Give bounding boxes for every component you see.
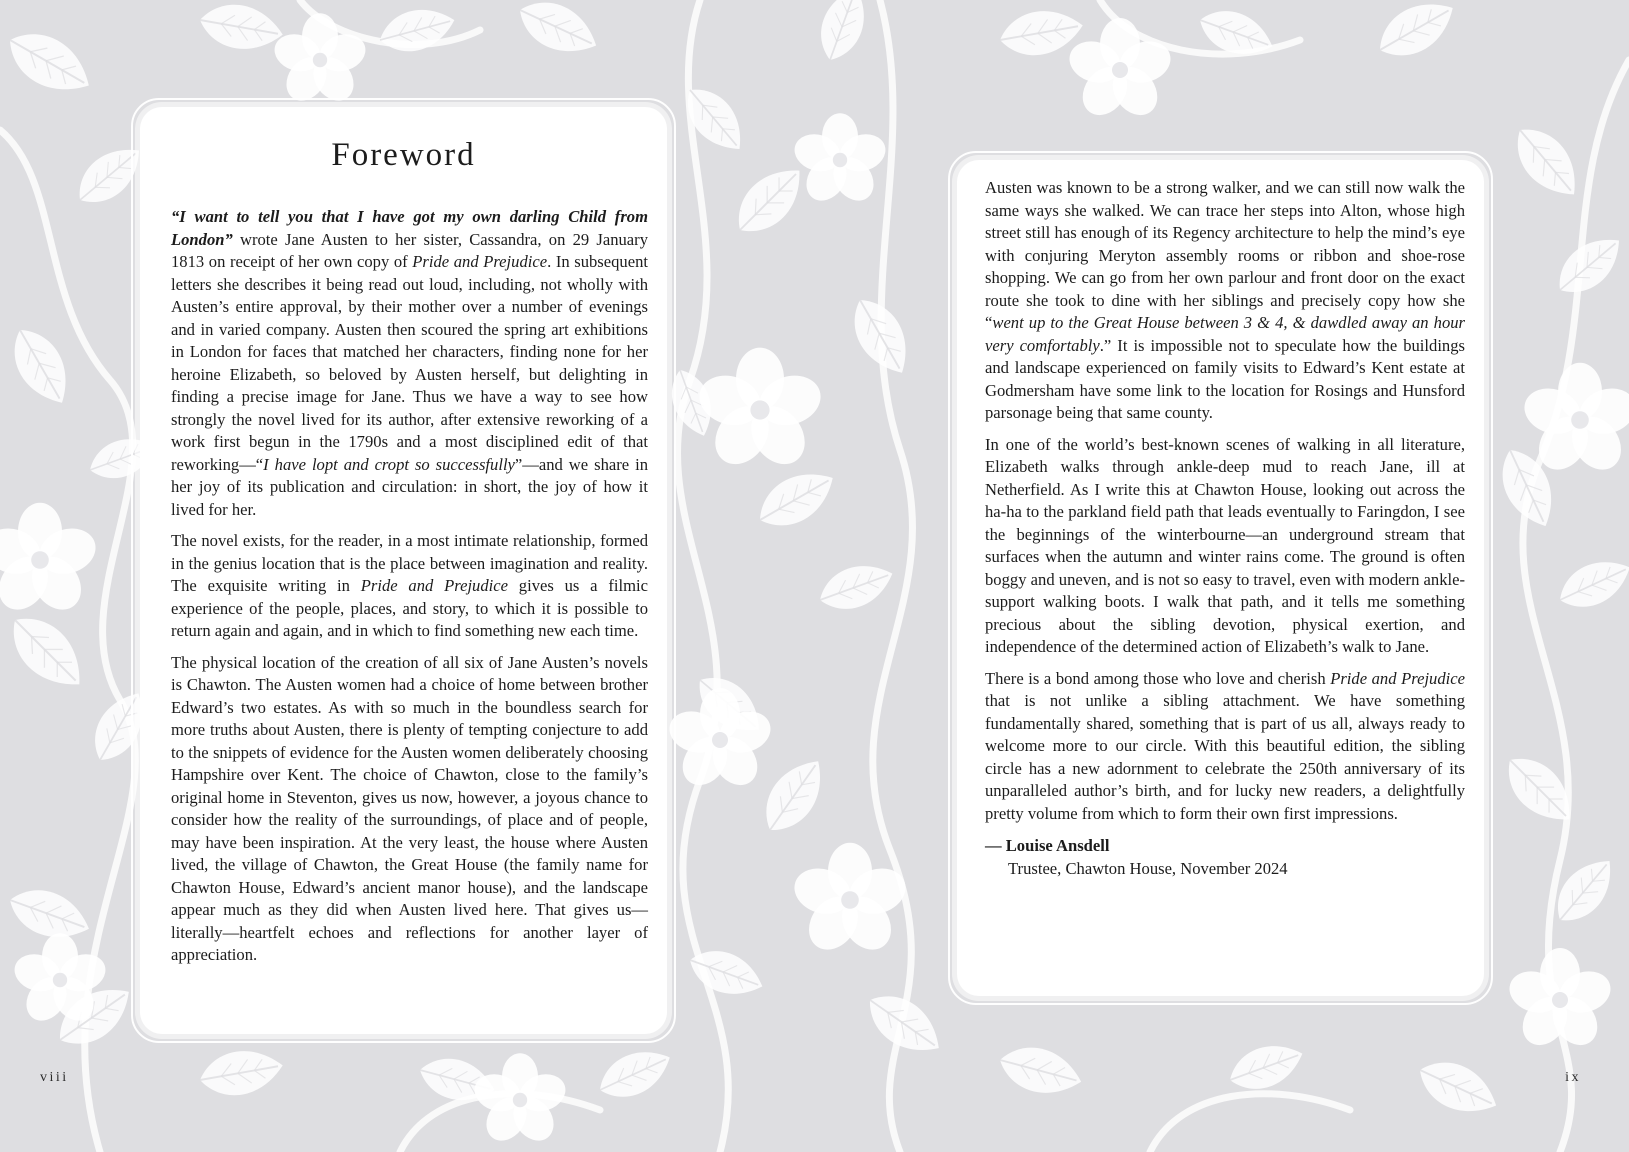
- text-run: that is not unlike a sibling attachment. We have something fundamentally shared, something that is part of us all, always ready to welcome more to our circle. With this beautiful edition, the sibling circle has a new adornment to celebrate the 250th anniversary of its unparalleled author’s birth, and for lucky new readers, a delightfully pretty volume from which to form their own first impressions.: [985, 691, 1465, 823]
- text-run: The novel exists, for the reader, in a most intimate relationship, formed in the genius location that is the place between imagination and reality. The exquisite writing in: [171, 531, 648, 595]
- text-run: wrote Jane Austen to her sister, Cassandra, on 29 January 1813 on receipt of her own copy of: [171, 229, 648, 271]
- italic-title: Pride and Prejudice: [412, 252, 548, 271]
- italic-title: Pride and Prejudice: [360, 576, 508, 595]
- paragraph: [985, 668, 1465, 826]
- paragraph: The physical location of the creation of all six of Jane Austen’s novels is Chawton. The Austen women had a choice of home between brother Edward’s two estates. As with so much in the boundless search for more truths about Austen, there is plenty of tempting conjecture to add to the snippets of evidence for the Austen women deliberately choosing Hampshire over Kent. The choice of Chawton, close to the family’s original home in Steventon, gives us now, however, a joyous chance to consider how the reality of the surroundings, of place and of people, may have been inspiration. At the very least, the house where Austen lived, the village of Chawton, the Great House (the family name for Chawton House, Edward’s ancient manor house), and the landscape appear much as they did when Austen lived here. That gives us—literally—heartfelt echoes and reflections for another layer of appreciation.: [171, 652, 648, 964]
- text-run: ”—and we share in her joy of its publication and circulation: in short, the joy of how it lived for her.: [171, 454, 648, 519]
- page-number-left: viii: [40, 1070, 69, 1085]
- text-run: . In subsequent letters she describes it being read out loud, including, not wholly with Austen’s entire approval, by their mother over a number of evenings and in varied company. Austen then scoured the spring art exhibitions in London for faces that matched her characters, finding none for her heroine Elizabeth, so beloved by Austen herself, but delighting in finding a precise image for Jane. Thus we have a way to see how strongly the novel lived for its author, after extensive reworking of a work first begun in the 1790s and a most disciplined edit of that reworking—“: [171, 252, 648, 474]
- page-title: Foreword: [331, 137, 476, 173]
- lead-quote: “I want to tell you that I have got my own darling Child from London”: [171, 207, 648, 249]
- text-run: Austen was known to be a strong walker, and we can still now walk the same ways she walked. We can trace her steps into Alton, whose high street still has enough of its Regency architecture to help the mind’s eye with conjuring Meryton assembly rooms or ribbon and shoe-rose shopping. We can go from her own parlour and front door on the exact route she took to dine with her siblings and precisely copy how she “: [985, 178, 1465, 332]
- signature-name: — Louise Ansdell: [985, 836, 1110, 855]
- paragraph: In one of the world’s best-known scenes of walking in all literature, Elizabeth walks through ankle-deep mud to reach Jane, ill at Netherfield. As I write this at Chawton House, looking out across the ha-ha to the parkland field path that leads eventually to Faringdon, I see the beginnings of the winterbourne—an underground stream that surfaces when the autumn and winter rains come. The ground is often boggy and uneven, and is not so easy to travel, even with modern ankle-support walking boots. I walk that path, and it tells me something precious about the sibling devotion, physical exertion, and independence of the determined action of Elizabeth’s walk to Jane.: [985, 434, 1465, 656]
- left-page-body: [171, 206, 648, 976]
- right-page-panel: [957, 160, 1484, 996]
- italic-quote: I have lopt and cropt so successfully: [263, 454, 515, 474]
- paragraph: [171, 206, 648, 521]
- italic-quote: went up to the Great House between 3 & 4, & dawdled away an hour very comfortably: [985, 313, 1465, 355]
- paragraph: [171, 530, 648, 643]
- paragraph: [985, 177, 1465, 425]
- right-page-body: [985, 177, 1465, 880]
- text-run: There is a bond among those who love and cherish: [985, 668, 1331, 688]
- text-run: .” It is impossible not to speculate how the buildings and landscape experienced on family visits to Edward’s Kent estate at Godmersham have some link to the location for Rosings and Hunsford parsonage being that same county.: [985, 335, 1465, 422]
- page-number-right: ix: [1565, 1070, 1581, 1085]
- signature-role: Trustee, Chawton House, November 2024: [1008, 858, 1288, 878]
- left-page-panel: [140, 107, 667, 1034]
- text-run: gives us a filmic experience of the people, places, and story, to which it is possible to return again and again, and in which to find something new each time.: [171, 576, 648, 640]
- italic-title: Pride and Prejudice: [1330, 668, 1465, 688]
